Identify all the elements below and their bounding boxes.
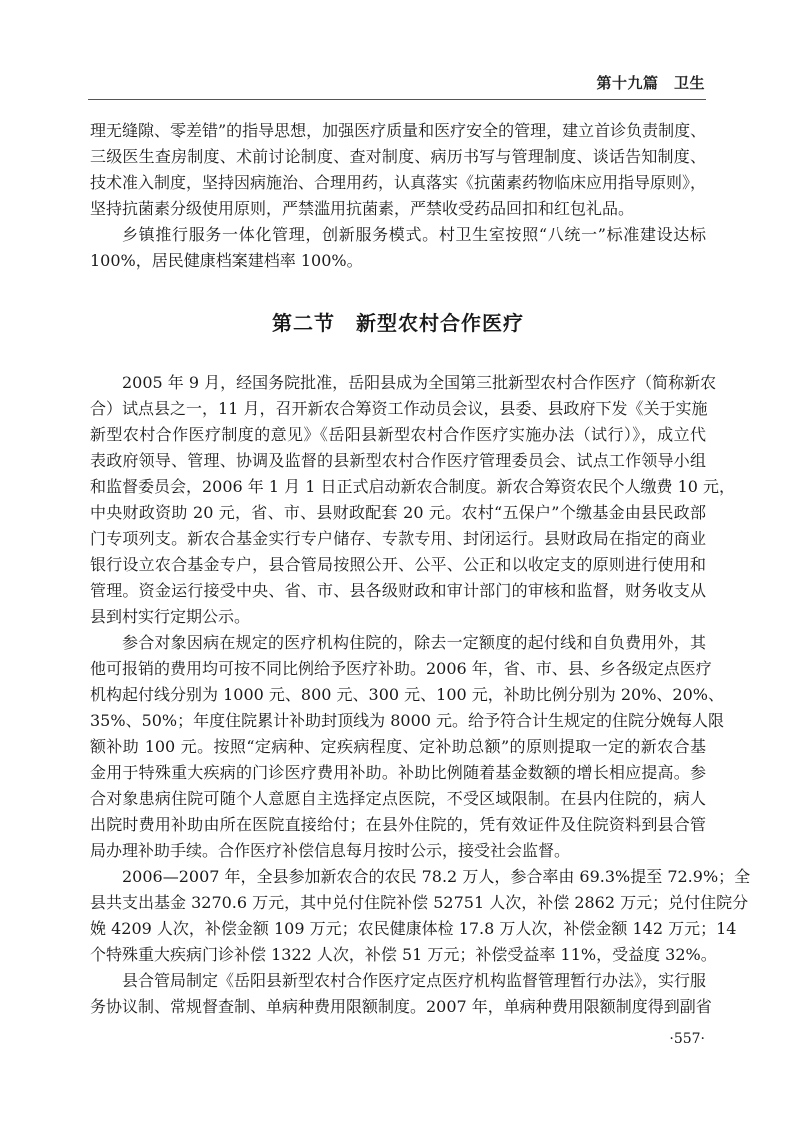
paragraph xyxy=(90,370,736,630)
text-line: 务协议制、常规督查制、单病种费用限额制度。2007 年，单病种费用限额制度得到副省 xyxy=(90,997,712,1016)
text-line: 新型农村合作医疗制度的意见》《岳阳县新型农村合作医疗实施办法（试行）》，成立代 xyxy=(90,425,706,444)
paragraph xyxy=(90,222,706,274)
text-line: 参合对象因病在规定的医疗机构住院的，除去一定额度的起付线和自负费用外，其 xyxy=(122,633,706,652)
text-line: 2005 年 9 月，经国务院批准，岳阳县成为全国第三批新型农村合作医疗（简称新农 xyxy=(122,373,717,392)
text-line: 35%、50%；年度住院累计补助封顶线为 8000 元。给予符合计生规定的住院分娩每人限 xyxy=(90,711,725,730)
text-line: 县合管局制定《岳阳县新型农村合作医疗定点医疗机构监督管理暂行办法》，实行服 xyxy=(122,971,707,990)
text-line: 金用于特殊重大疾病的门诊医疗费用补助。补助比例随着基金数额的增长相应提高。参 xyxy=(90,763,706,782)
text-line: 表政府领导、管理、协调及监督的县新型农村合作医疗管理委员会、试点工作领导小组 xyxy=(90,451,706,470)
text-line: 合对象患病住院可随个人意愿自主选择定点医院，不受区域限制。在县内住院的，病人 xyxy=(90,789,706,808)
text-line: 乡镇推行服务一体化管理，创新服务模式。村卫生室按照“八统一”标准建设达标 xyxy=(122,225,706,244)
text-line: 额补助 100 元。按照“定病种、定疾病程度、定补助总额”的原则提取一定的新农合基 xyxy=(90,737,706,756)
text-line: 娩 4209 人次，补偿金额 109 万元；农民健康体检 17.8 万人次，补偿金额 142 万元；14 xyxy=(90,919,737,938)
text-line: 他可报销的费用均可按不同比例给予医疗补助。2006 年，省、市、县、乡各级定点医疗 xyxy=(90,659,712,678)
text-line: 门专项列支。新农合基金实行专户储存、专款专用、封闭运行。县财政局在指定的商业 xyxy=(90,529,706,548)
section-heading: 第二节 新型农村合作医疗 xyxy=(272,311,524,335)
running-header-title: 第十九篇 卫生 xyxy=(596,74,705,92)
text-line: 出院时费用补助由所在医院直接给付；在县外住院的，凭有效证件及住院资料到县合管 xyxy=(90,815,706,834)
text-line: 个特殊重大疾病门诊补偿 1322 人次，补偿 51 万元；补偿受益率 11%，受益度 32%。 xyxy=(90,945,717,964)
text-line: 中央财政资助 20 元，省、市、县财政配套 20 元。农村“五保户”个缴基金由县民政部 xyxy=(90,503,706,522)
text-line: 管理。资金运行接受中央、省、市、县各级财政和审计部门的审核和监督，财务收支从 xyxy=(90,581,706,600)
text-line: 三级医生查房制度、术前讨论制度、查对制度、病历书写与管理制度、谈话告知制度、 xyxy=(90,147,706,166)
paragraph xyxy=(90,630,725,864)
text-line: 理无缝隙、零差错”的指导思想，加强医疗质量和医疗安全的管理，建立首诊负责制度、 xyxy=(90,121,707,140)
text-line: 县共支出基金 3270.6 万元，其中兑付住院补偿 52751 人次，补偿 2862 万元；兑付住院分 xyxy=(90,893,749,912)
paragraph xyxy=(90,864,751,968)
text-line: 坚持抗菌素分级使用原则，严禁滥用抗菌素，严禁收受药品回扣和红包礼品。 xyxy=(90,199,635,218)
paragraphs-after-heading xyxy=(90,370,751,1020)
text-line: 合）试点县之一，11 月，召开新农合筹资工作动员会议，县委、县政府下发《关于实施 xyxy=(90,399,708,418)
text-line: 技术准入制度，坚持因病施治、合理用药，认真落实《抗菌素药物临床应用指导原则》， xyxy=(90,173,707,192)
text-line: 和监督委员会，2006 年 1 月 1 日正式启动新农合制度。新农合筹资农民个人缴费 10 元， xyxy=(90,477,736,496)
text-line: 银行设立农合基金专户，县合管局按照公开、公平、公正和以收定支的原则进行使用和 xyxy=(90,555,706,574)
header-rule xyxy=(88,99,706,100)
paragraph xyxy=(90,968,712,1020)
text-line: 机构起付线分别为 1000 元、800 元、300 元、100 元，补助比例分别为 20%、20%、 xyxy=(90,685,724,704)
text-line: 100%，居民健康档案建档率 100%。 xyxy=(90,251,363,270)
text-line: 2006—2007 年，全县参加新农合的农民 78.2 万人，参合率由 69.3%提至 72.9%；全 xyxy=(122,867,751,886)
text-line: 局办理补助手续。合作医疗补偿信息每月按时公示，接受社会监督。 xyxy=(90,841,571,860)
paragraphs-before-heading xyxy=(90,118,706,274)
page-number: ·557· xyxy=(669,1031,705,1047)
text-line: 县到村实行定期公示。 xyxy=(90,607,251,626)
paragraph xyxy=(90,118,706,222)
document-body xyxy=(90,118,751,1020)
